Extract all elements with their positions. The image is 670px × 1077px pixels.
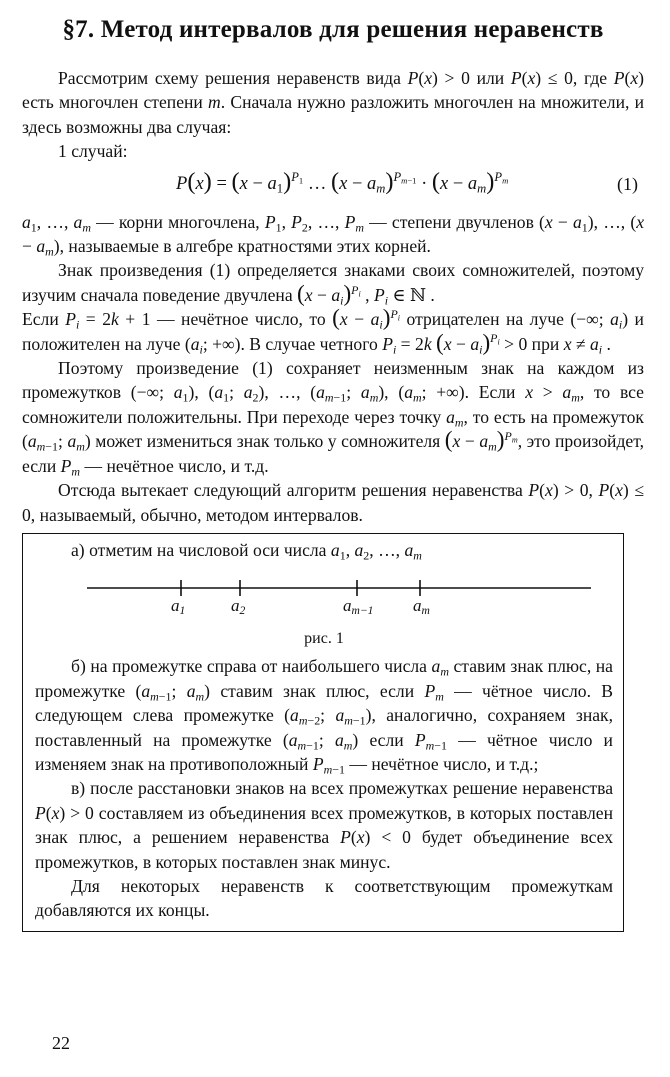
case-label: 1 случай: (58, 141, 128, 162)
text: Знак произведения (1) определяется знаками своих сомножителей, поэтому изучим сначала поведение двучлена (22, 260, 644, 305)
axis-label-am: $a_m$ (413, 596, 430, 618)
text: , где (572, 68, 608, 88)
text: в) после расстановки знаков на всех промежутках решение неравенства (71, 778, 613, 799)
text: — корни многочлена, (96, 211, 260, 232)
text: — нечётное число, и т.д. (84, 455, 269, 476)
number-line-figure (35, 564, 613, 628)
text: Рассмотрим схему решения неравенств вида (58, 68, 401, 88)
text: а) отметим на числовой оси числа (71, 539, 327, 560)
text: будет объединение всех промежутков, в которых поставлен знак минус. (35, 827, 613, 872)
text: ставим знак плюс, если (220, 680, 415, 701)
text: — чётное число. В следующем слева промежутке (35, 680, 614, 726)
text: Отсюда вытекает следующий алгоритм решения неравенства (58, 480, 523, 501)
text: или (476, 68, 505, 88)
text: и положителен на луче (22, 309, 644, 354)
text: Поэтому произведение (1) сохраняет неизменным знак на каждом из промежутков (22, 358, 644, 403)
step-b: б) на промежутке справа от наибольшего числа $a_m$ ставим знак плюс, на промежутке ($a_{m-1}$; $a_m$) ставим знак плюс, если $P_m$ — чётное число. В следующем слева промежутке ($a_{m-2}$; $a_{m-1}$), аналогично, сохраняем знак, поставленный на промежутке ($a_{m-1}$; $a_m$) если $P_{m-1}$ — чётное число и изменяем знак на противоположный $P_{m-1}$ — нечётное число, и т.д.; (35, 656, 614, 777)
text: , называемый, обычно, методом интервалов. (30, 504, 363, 525)
axis-label-a1: $a_1$ (171, 596, 186, 618)
page-number: 22 (52, 1033, 70, 1053)
paragraph-odd: Если $P_i = 2k + 1$ — нечётное число, то $(x - a_i)^{P_i}$ отрицателен на луче (−∞; $a_i$) и положителен на луче ($a_i$; +∞). В случае четного $P_i = 2k$ $(x - a_i)^{P_i} > 0$ при $x \ne a_i$ . (22, 305, 644, 356)
text: . Если (464, 382, 516, 403)
text: — степени двучленов (369, 211, 534, 232)
text: — нечётное число, то (156, 309, 326, 330)
text: , это произойдет, если (22, 431, 644, 476)
text: составляем из объединения всех промежутков, в которых поставлен знак плюс, а решением неравенства (35, 802, 613, 848)
paragraph-keep: Поэтому произведение (1) сохраняет неизменным знак на каждом из промежутков (−∞; $a_1$), ($a_1$; $a_2$), …, ($a_{m-1}$; $a_m$), ($a_m$; +∞). Если $x > a_m$, то все сомножители положительны. При переходе через точку $a_m$, то есть на промежуток ($a_{m-1}$; $a_m$) может измениться знак только у сомножителя $(x - a_m)^{P_m}$, это произойдет, если $P_m$ — нечётное число, и т.д. (22, 358, 644, 479)
step-c: в) после расстановки знаков на всех промежутках решение неравенства P(x) > 0 составляем из объединения всех промежутков, в которых поставлен знак плюс, а решением неравенства P(x) < 0 будет объединение всех промежутков, в которых поставлен знак минус. (35, 778, 613, 872)
text: ставим знак плюс, на промежутке (35, 656, 613, 701)
text: . В случае четного (240, 333, 378, 354)
text: , то есть на промежуток (463, 406, 644, 427)
paragraph-sign: Знак произведения (1) определяется знаками своих сомножителей, поэтому изучим сначала поведение двучлена $(x - a_i)^{P_i}$ , $P_i$ ∈ ℕ . (22, 260, 644, 308)
text: Если (22, 309, 59, 330)
paragraph-roots: $a_1$, …, $a_m$ — корни многочлена, $P_1$, $P_2$, …, $P_m$ — степени двучленов $(x - a_1)$, …, $(x - a_m)$, называемые в алгебре кратностями этих корней. (22, 211, 645, 259)
section-title: §7. Метод интервалов для решения неравенств (62, 16, 604, 43)
text: б) на промежутке справа от наибольшего числа (71, 656, 427, 677)
axis-label-a2: $a_2$ (231, 596, 246, 618)
paragraph-algorithm: Отсюда вытекает следующий алгоритм решения неравенства P(x) > 0, P(x) ≤ 0, называемый, обычно, методом интервалов. (22, 480, 645, 525)
paragraph-intro: Рассмотрим схему решения неравенств вида P(x) > 0 или P(x) ≤ 0, где P(x) есть многочлен степени m. Сначала нужно разложить многочлен на множители, и здесь возможны два случая: (22, 68, 645, 137)
text: , называемые в алгебре кратностями этих корней. (59, 236, 431, 257)
number-line (35, 564, 615, 604)
text: , аналогично, сохраняем знак, поставленный на промежутке (35, 705, 613, 750)
axis-label-am-1: $a_{m-1}$ (343, 596, 374, 618)
text: — нечётное число, и т.д.; (349, 753, 539, 774)
step-a: а) отметим на числовой оси числа $a_1$, $a_2$, …, $a_m$ (71, 539, 422, 563)
text: отрицателен на луче (406, 309, 564, 330)
text: есть многочлен степени (22, 92, 203, 113)
text: при (531, 333, 560, 354)
page (22, 14, 644, 932)
algorithm-box (22, 533, 624, 932)
text: — чётное число и изменяем знак на противоположный (35, 729, 613, 774)
text: если (369, 729, 404, 750)
figure-caption: рис. 1 (304, 630, 344, 648)
text: . Сначала нужно разложить многочлен на множители, и здесь возможны два случая: (22, 92, 645, 137)
formula-1 (22, 164, 644, 208)
formula-expression: $P(x) = (x - a_1)^{P_1}$ … $(x - a_m)^{P_{m-1}} \cdot (x - a_m)^{P_m}$ (176, 167, 509, 196)
text: , то все сомножители положительны. При переходе через точку (22, 382, 644, 427)
formula-number: (1) (617, 173, 638, 194)
step-d: Для некоторых неравенств к соответствующим промежуткам добавляются их концы. (35, 875, 613, 921)
text: может измениться знак только у сомножителя (95, 431, 441, 452)
